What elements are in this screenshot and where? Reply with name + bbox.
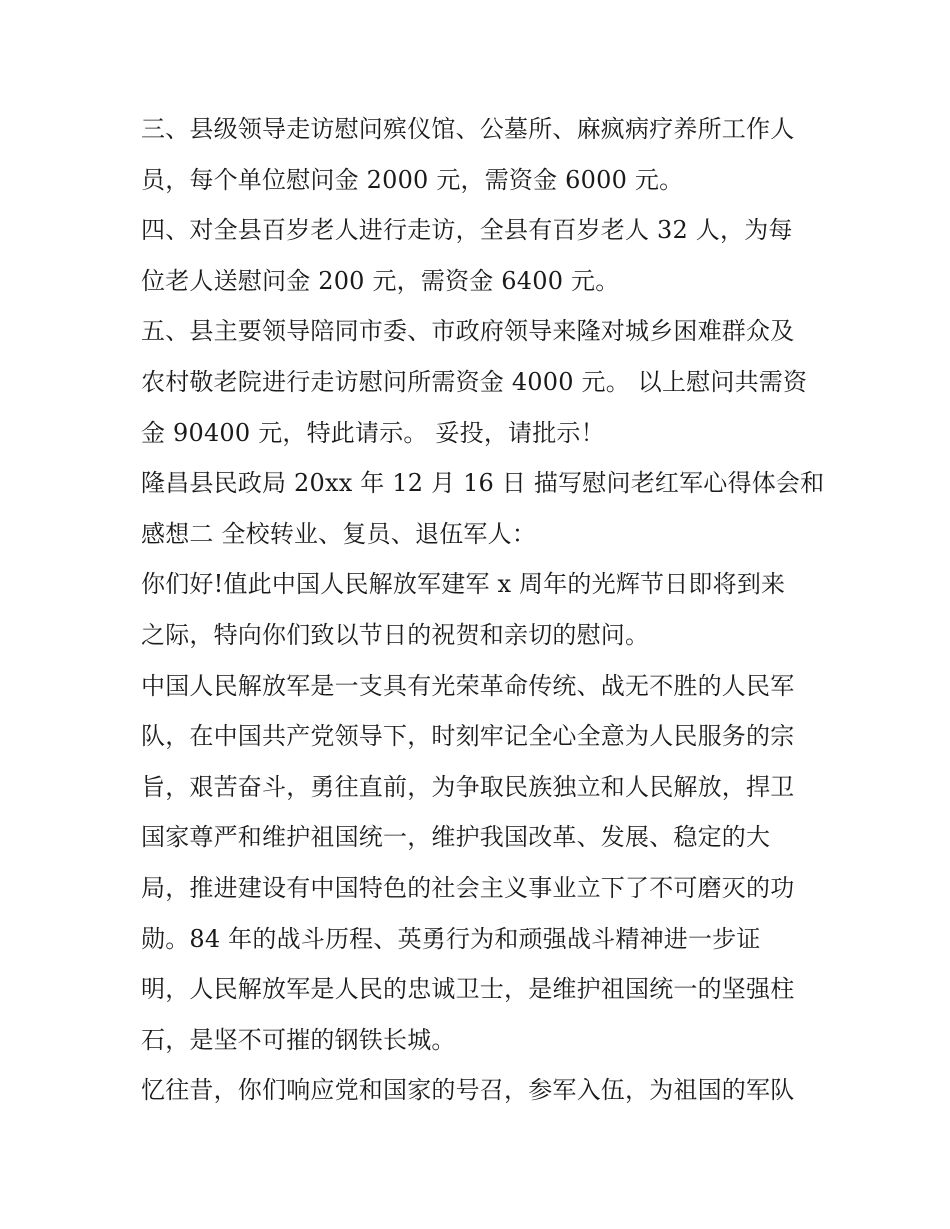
text-line: 三、县级领导走访慰问殡仪馆、公墓所、麻疯病疗养所工作人 [141,115,795,143]
text-line: 队，在中国共产党领导下，时刻牢记全心全意为人民服务的宗 [141,722,795,751]
text-line: 五、县主要领导陪同市委、市政府领导来隆对城乡困难群众及 [141,317,795,346]
text-line: 局，推进建设有中国特色的社会主义事业立下了不可磨灭的功 [141,873,795,902]
text-line: 四、对全县百岁老人进行走访，全县有百岁老人 32 人，为每 [141,216,793,245]
text-line: 位老人送慰问金 200 元，需资金 6400 元。 [141,266,620,295]
text-line: 明，人民解放军是人民的忠诚卫士，是维护祖国统一的坚强柱 [141,975,795,1004]
text-line: 你们好!值此中国人民解放军建军 x 周年的光辉节日即将到来 [141,570,786,599]
document-body [141,104,831,1116]
text-line: 之际，特向你们致以节日的祝贺和亲切的慰问。 [141,620,650,649]
text-line: 旨，艰苦奋斗，勇往直前，为争取民族独立和人民解放，捍卫 [141,772,795,801]
text-line: 忆往昔，你们响应党和国家的号召，参军入伍，为祖国的军队 [141,1076,795,1105]
text-line: 国家尊严和维护祖国统一，维护我国改革、发展、稳定的大 [141,823,771,852]
text-line: 农村敬老院进行走访慰问所需资金 4000 元。 以上慰问共需资 [141,367,808,396]
text-line: 金 90400 元，特此请示。 妥投，请批示！ [141,418,605,447]
text-line: 勋。84 年的战斗历程、英勇行为和顽强战斗精神进一步证 [141,924,761,953]
text-line: 石，是坚不可摧的钢铁长城。 [141,1025,456,1054]
text-line: 员，每个单位慰问金 2000 元，需资金 6000 元。 [141,165,684,194]
text-line: 感想二 全校转业、复员、退伍军人： [141,519,537,548]
text-line: 隆昌县民政局 20xx 年 12 月 16 日 描写慰问老红军心得体会和 [141,469,825,498]
text-line: 中国人民解放军是一支具有光荣革命传统、战无不胜的人民军 [141,671,795,700]
